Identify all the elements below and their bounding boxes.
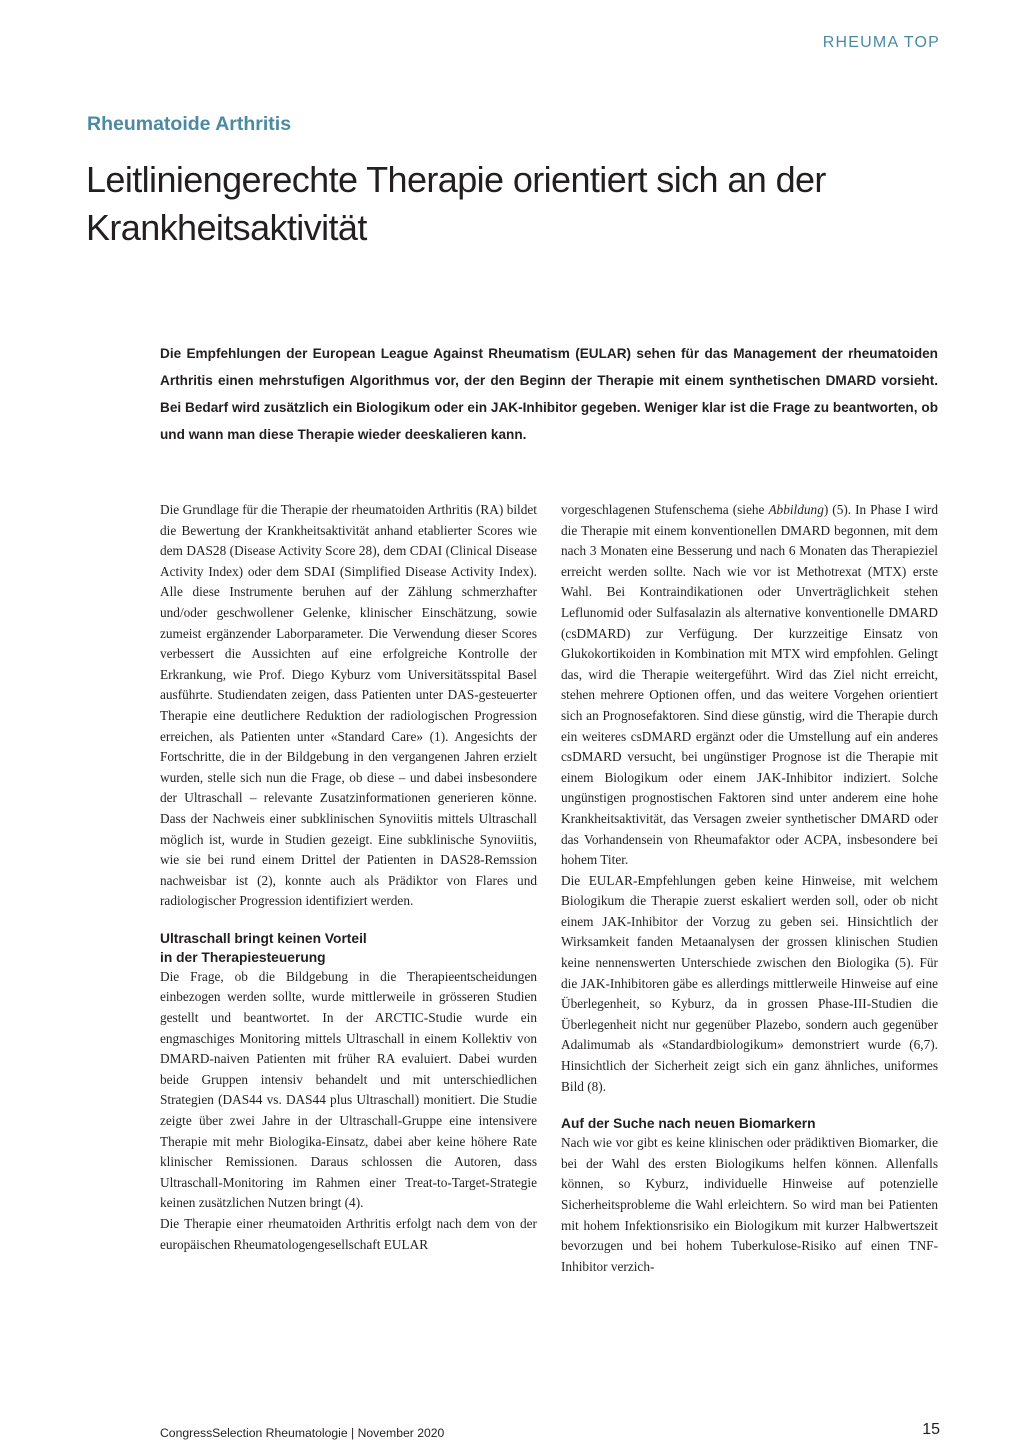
left-column [160,500,537,1255]
subheading-biomarkers: Auf der Suche nach neuen Biomarkern [561,1116,816,1132]
body-paragraph: Nach wie vor gibt es keine klinischen oder prädiktiven Biomarker, die bei der Wahl des ersten Biologikums helfen können. Allenfalls können, so Kyburz, individuelle Hinweise auf potenzielle Sicherheitsprobleme die Wahl erleichtern. So wird man bei Patienten mit hohem Infektionsrisiko ein Biologikum mit kurzer Halbwertszeit bevorzugen und bei hohem Tuberkulose-Risiko auf einen TNF-Inhibitor verzich- [561,1135,938,1274]
body-text: vorgeschlagenen Stufenschema (siehe [561,502,769,517]
section-label: RHEUMA TOP [822,34,940,51]
article-kicker: Rheumatoide Arthritis [87,113,292,135]
body-paragraph: Die Therapie einer rheumatoiden Arthritis erfolgt nach dem von der europäischen Rheumatologengesellschaft EULAR [160,1216,537,1252]
figure-reference: Abbildung [768,502,824,517]
right-column [561,500,938,1277]
subheading-line: Ultraschall bringt keinen Vorteil [160,930,367,946]
body-paragraph [561,500,938,871]
body-paragraph: Die Grundlage für die Therapie der rheumatoiden Arthritis (RA) bildet die Bewertung der Krankheitsaktivität anhand etablierter Scores wie dem DAS28 (Disease Activity Score 28), dem CDAI (Clinical Disease Activity Index) oder dem SDAI (Simplified Disease Activity Index). Alle diese Instrumente beruhen auf der Zählung schmerzhafter und/oder geschwollener Gelenke, klinischer Einschätzung, sowie zumeist ergänzender Laborparameter. Die Verwendung dieser Scores verbessert die Aussichten auf eine erfolgreiche Kontrolle der Erkrankung, wie Prof. Diego Kyburz vom Universitätsspital Basel ausführte. Studiendaten zeigen, dass Patienten unter DAS-gesteuerter Therapie eine deutlichere Reduktion der radiologischen Progression erreichen, als Patienten unter «Standard Care» (1). Angesichts der Fortschritte, die in der Bildgebung in den vergangenen Jahren erzielt wurden, stelle sich nun die Frage, ob diese – und dabei insbesondere der Ultraschall – relevante Zusatzinformationen generieren könne. Dass der Nachweis einer subklinischen Synoviitis mittels Ultraschall möglich ist, wurde in Studien gezeigt. Eine subklinische Synoviitis, wie sie bei rund einem Drittel der Patienten in DAS28-Remssion nachweisbar ist (2), konnte auch als Prädiktor von Flares und radiologischer Progression identifiziert werden. [160,502,537,909]
article-lead: Die Empfehlungen der European League Against Rheumatism (EULAR) sehen für das Management der rheumatoiden Arthritis einen mehrstufigen Algorithmus vor, der den Beginn der Therapie mit einem synthetischen DMARD vorsieht. Bei Bedarf wird zusätzlich ein Biologikum oder ein JAK-Inhibitor gegeben. Weniger klar ist die Frage zu beantworten, ob und wann man diese Therapie wieder deeskalieren kann. [160,346,938,442]
subheading-line: in der Therapiesteuerung [160,949,326,965]
article-title: Leitliniengerechte Therapie orientiert sich an der Krankheitsaktivität [86,159,826,248]
body-paragraph: Die Frage, ob die Bildgebung in die Therapieentscheidungen einbezogen werden sollte, wurde mittlerweile in grösseren Studien gestellt und beantwortet. In der ARCTIC-Studie wurde ein engmaschiges Monitoring mittels Ultraschall in einem Kollektiv von DMARD-naiven Patienten mit früher RA evaluiert. Dabei wurden beide Gruppen intensiv behandelt und mit unterschiedlichen Strategien (DAS44 vs. DAS44 plus Ultraschall) monitiert. Die Studie zeigte über zwei Jahre in der Ultraschall-Gruppe eine intensivere Therapie mit mehr Biologika-Einsatz, dabei aber keine höhere Rate klinischer Remissionen. Daraus schlossen die Autoren, dass Ultraschall-Monitoring im Rahmen einer Treat-to-Target-Strategie keinen zusätzlichen Nutzen bringt (4). [160,968,537,1211]
subheading-ultrasound [160,929,537,967]
page-number: 15 [922,1421,940,1438]
body-text: ) (5). In Phase I wird die Therapie mit einem konventionellen DMARD begonnen, mit dem nach 3 Monaten eine Besserung und nach 6 Monaten das Therapieziel erreicht werden sollte. Nach wie vor ist Methotrexat (MTX) erste Wahl. Bei Kontraindikationen oder Unverträglichkeit stehen Leflunomid oder Sulfasalazin als alternative konventionelle DMARD (csDMARD) zur Verfügung. Der kurzzeitige Einsatz von Glukokortikoiden in Kombination mit MTX wird empfohlen. Gelingt das, wird die Therapie weitergeführt. Wird das Ziel nicht erreicht, stehen mehrere Optionen offen, und das weitere Vorgehen orientiert sich an Prognosefaktoren. Sind diese günstig, wird die Therapie durch ein weiteres csDMARD ergänzt oder die Umstellung auf ein anderes csDMARD versucht, bei ungünstiger Prognose ist die Therapie mit einem Biologikum oder einem JAK-Inhibitor indiziert. Solche ungünstigen prognostischen Faktoren sind unter anderem eine hohe Krankheitsaktivität, das Versagen zweier synthetischer DMARD oder das Vorhandensein von Rheumafaktor oder ACPA, insbesondere bei hohem Titer. [561,502,938,868]
footer-publication: CongressSelection Rheumatologie | November 2020 [160,1426,445,1440]
body-paragraph: Die EULAR-Empfehlungen geben keine Hinweise, mit welchem Biologikum die Therapie zuerst eskaliert werden soll, oder ob nicht einem JAK-Inhibitor der Vorzug zu geben sei. Hinsichtlich der Wirksamkeit fanden Metaanalysen der grossen klinischen Studien keine nennenswerten Unterschiede zwischen den Biologika (5). Für die JAK-Inhibitoren gäbe es allerdings mittlerweile Hinweise auf eine Überlegenheit, so Kyburz, da in grossen Phase-III-Studien die Überlegenheit nicht nur gegenüber Plazebo, sondern auch gegenüber Adalimumab als «Standardbiologikum» demonstriert wurde (6,7). Hinsichtlich der Sicherheit zeigt sich ein ganz ähnliches, uniformes Bild (8). [561,872,938,1094]
